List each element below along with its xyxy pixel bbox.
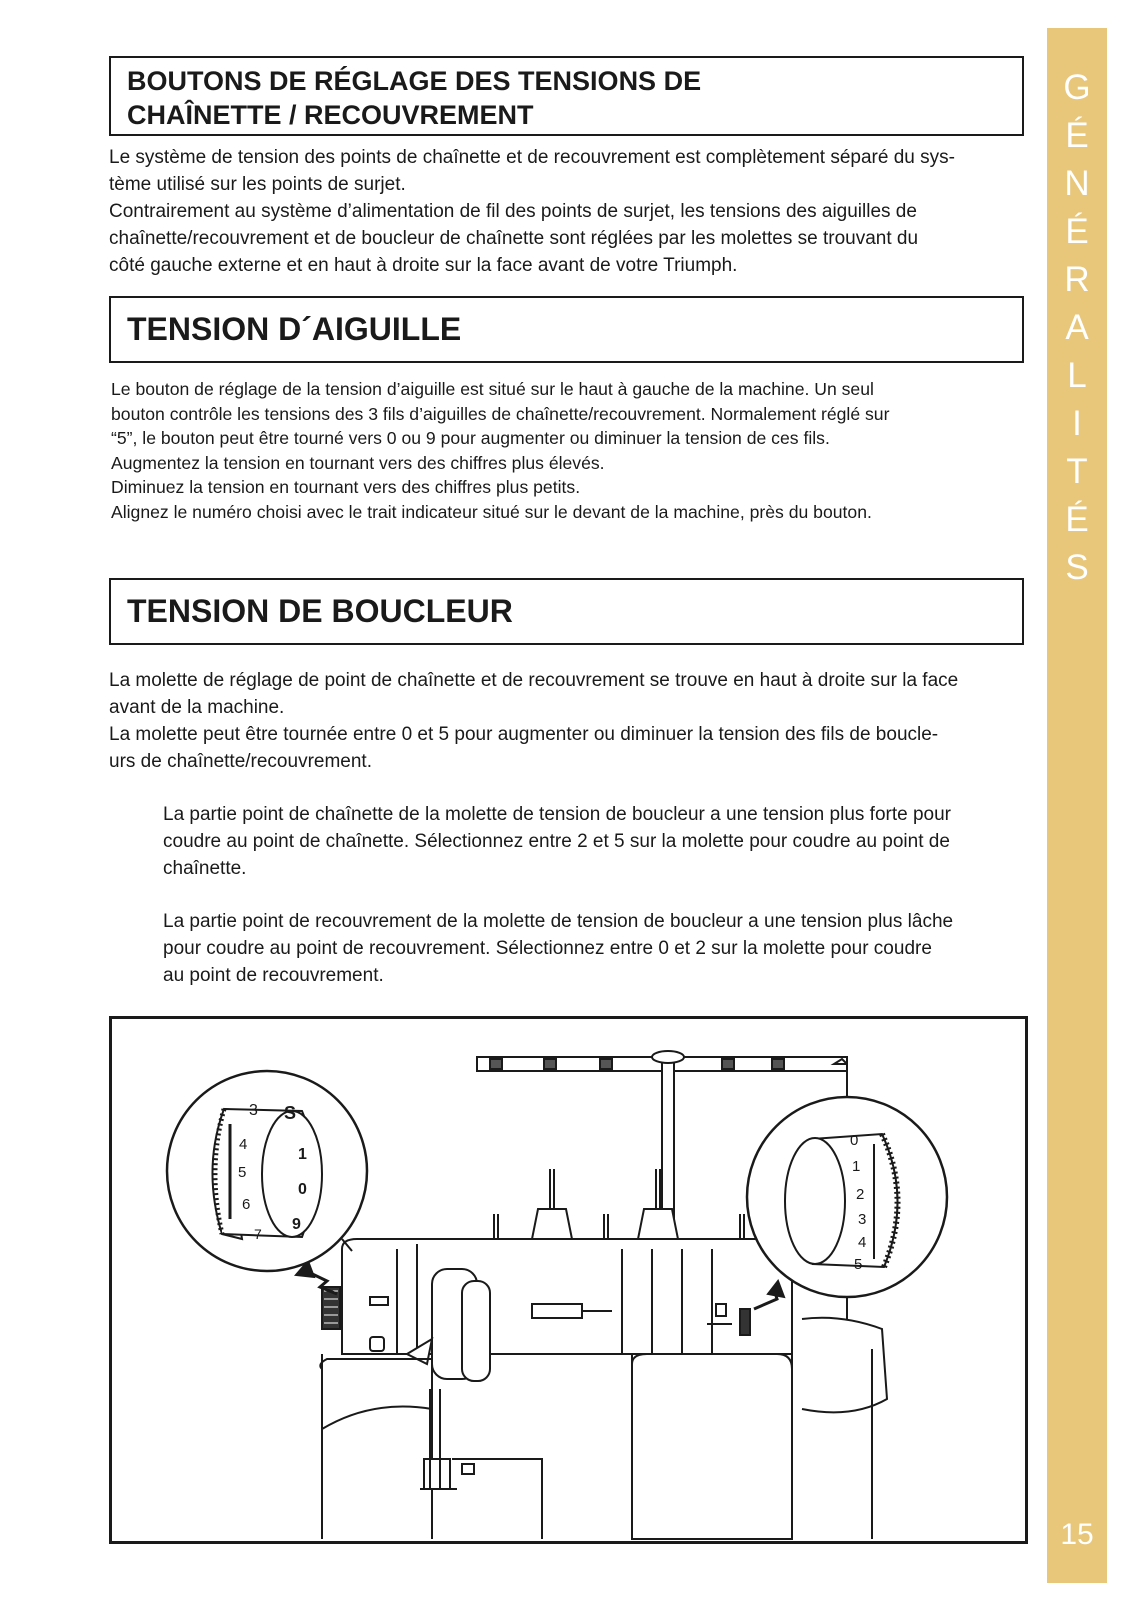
left-dial-drum [212, 1109, 322, 1239]
side-tab-letter: R [1064, 260, 1090, 299]
section-heading-needle-tension: TENSION D´AIGUILLE [109, 296, 1024, 363]
right-dial-number: 0 [850, 1132, 859, 1149]
text-line: Contrairement au système d’alimentation de fil des points de surjet, les tensions des aiguilles de [109, 201, 917, 222]
text-line: tème utilisé sur les points de surjet. [109, 174, 406, 195]
machine-lower-body [322, 1354, 792, 1539]
text-line: La partie point de chaînette de la molette de tension de boucleur a une tension plus forte pour [163, 804, 951, 825]
side-tab-letter: É [1065, 500, 1089, 539]
side-tab-letter: A [1065, 308, 1089, 347]
presser-foot [424, 1389, 450, 1489]
text-line: La molette de réglage de point de chaînette et de recouvrement se trouve en haut à droite sur la face [109, 670, 959, 691]
left-dial-number: 5 [238, 1164, 247, 1181]
heading-line-2: CHAÎNETTE / RECOUVREMENT [127, 100, 534, 130]
right-dial-number: 5 [854, 1256, 863, 1273]
text-line: pour coudre au point de recouvrement. Sélectionnez entre 0 et 2 sur la molette pour coudre [163, 938, 932, 959]
section-heading-looper-tension: TENSION DE BOUCLEUR [109, 578, 1024, 645]
text-line: Diminuez la tension en tournant vers des chiffres plus petits. [111, 477, 581, 498]
machine-top-body [342, 1239, 792, 1354]
side-tab-letter: I [1072, 404, 1082, 443]
chainstitch-paragraph [163, 801, 1024, 882]
right-dial-number: 3 [858, 1211, 867, 1228]
text-line: avant de la machine. [109, 697, 285, 718]
side-tab-letter: É [1065, 116, 1089, 155]
looper-tension-paragraph [109, 667, 1024, 775]
side-tab-letter: S [1065, 548, 1089, 587]
text-line: coudre au point de chaînette. Sélectionnez entre 2 et 5 sur la molette pour coudre au point de [163, 831, 950, 852]
left-dial-mark: 1 [298, 1146, 307, 1163]
left-dial-number: 4 [239, 1136, 248, 1153]
side-tab-letter: É [1065, 212, 1089, 251]
left-dial-mark: 0 [298, 1181, 307, 1198]
text-line: chaînette. [163, 858, 247, 879]
left-dial-number: 7 [254, 1226, 262, 1242]
left-dial-mark: S [284, 1103, 297, 1123]
text-line: “5”, le bouton peut être tourné vers 0 ou 9 pour augmenter ou diminuer la tension de ces fils. [111, 428, 830, 449]
machine-illustration [112, 1019, 1025, 1541]
section-heading-tension-buttons [109, 56, 1024, 136]
left-dial-number: 6 [242, 1196, 251, 1213]
side-tab-letter: G [1063, 68, 1091, 107]
right-dial-number: 4 [858, 1234, 867, 1251]
text-line: Alignez le numéro choisi avec le trait indicateur situé sur le devant de la machine, près du bouton. [111, 501, 872, 522]
text-line: urs de chaînette/recouvrement. [109, 751, 372, 772]
side-tab-letter: L [1067, 356, 1087, 395]
text-line: Le système de tension des points de chaînette et de recouvrement est complètement séparé du sys- [109, 147, 955, 168]
handwheel [802, 1318, 887, 1413]
intro-paragraph [109, 144, 1024, 279]
coverstitch-paragraph [163, 908, 1024, 989]
right-dial-number: 2 [856, 1186, 865, 1203]
text-line: La molette peut être tournée entre 0 et 5 pour augmenter ou diminuer la tension des fils de boucle- [109, 724, 939, 745]
page-number: 15 [1060, 1518, 1094, 1551]
right-dial-drum [785, 1134, 898, 1267]
heading-line-1: BOUTONS DE RÉGLAGE DES TENSIONS DE [127, 66, 702, 96]
text-line: Le bouton de réglage de la tension d’aiguille est situé sur le haut à gauche de la machine. Un seul [111, 379, 874, 399]
text-line: bouton contrôle les tensions des 3 fils d’aiguilles de chaînette/recouvrement. Normalement réglé sur [111, 403, 890, 424]
machine-illustration-frame [109, 1016, 1028, 1544]
side-tab-letter: N [1064, 164, 1090, 203]
needle-tension-paragraph [111, 377, 1024, 525]
right-dial-number: 1 [852, 1158, 861, 1175]
left-dial-number: 3 [249, 1102, 258, 1119]
text-line: La partie point de recouvrement de la molette de tension de boucleur a une tension plus lâche [163, 911, 954, 932]
text-line: chaînette/recouvrement et de boucleur de chaînette sont réglées par les molettes se trouvant du [109, 228, 919, 249]
chapter-side-tab [1047, 28, 1107, 1583]
text-line: au point de recouvrement. [163, 965, 384, 986]
left-dial-mark: 9 [292, 1216, 301, 1233]
text-line: Augmentez la tension en tournant vers des chiffres plus élevés. [111, 452, 605, 473]
text-line: côté gauche externe et en haut à droite sur la face avant de votre Triumph. [109, 255, 738, 276]
side-tab-letter: T [1066, 452, 1088, 491]
